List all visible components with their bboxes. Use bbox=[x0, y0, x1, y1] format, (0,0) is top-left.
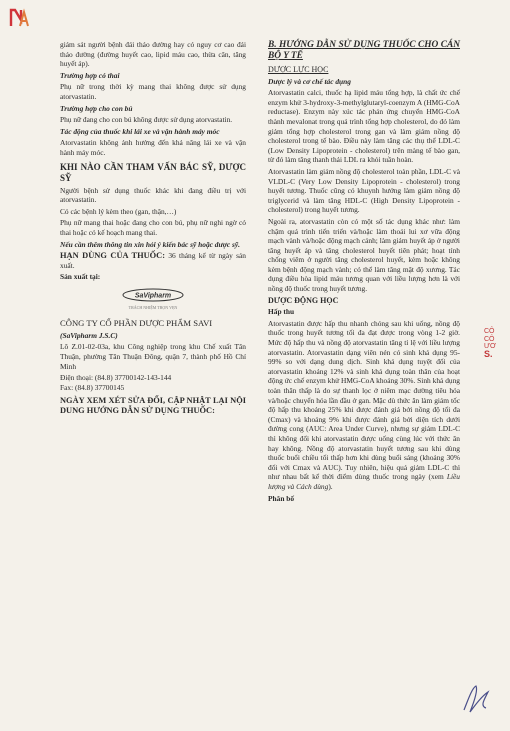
consult-item: Phụ nữ mang thai hoặc đang cho con bú, phụ nữ nghi ngờ có thai hoặc có kế hoạch mang thai. bbox=[60, 218, 246, 237]
company-phone: Điện thoại: (84.8) 37700142-143-144 bbox=[60, 373, 172, 383]
absorption-body: Atorvastatin được hấp thu nhanh chóng sau khi uống, nồng độ thuốc trong huyết tương tối đa đạt được trong vòng 1-2 giờ. Mức độ hấp thu và nồng độ atorvastatin tăng tỉ lệ với liều lượng atorvastatin. Atorvastatin dạng viên nén có sinh khả dụng 95-99% so với dạng dung dịch. Sinh khả dụng tuyệt đối của atorvastatin khoảng 12% và sinh khả dụng toàn thân của hoạt động ức chế enzym khử HMG-CoA khoảng 30%. Sinh khả dụng toàn thân thấp là do sự thanh lọc ở niêm mạc đường tiêu hóa và/hoặc chuyển hóa lần đầu ở gan. Mặc dù thức ăn làm giảm tốc độ hấp thu khoảng 25% khi được đánh giá bởi nồng độ tối đa (Cmax) và khoảng 9% khi được đánh giá bởi diện tích dưới đường cong (AUC: Area Under Curve), nhưng sự giảm LDL-C thì không đổi khi atorvastatin được uống cùng lúc với thức ăn hay không. Nồng độ atorvastatin huyết tương sau khi dùng thuốc buổi chiều tối thấp hơn khi dùng buổi sáng (khoảng 30% đối với Cmax và AUC). Tuy nhiên, hiệu quả giảm LDL-C thì như nhau bất kể thời điểm dùng thuốc trong ngày (xem bbox=[268, 318, 460, 482]
pharmacokinetics-heading: DƯỢC ĐỘNG HỌC bbox=[268, 295, 339, 305]
absorption-text bbox=[268, 319, 460, 492]
pharmacodynamics-text: Atorvastatin làm giảm nồng độ cholesterol toàn phần, LDL-C và VLDL-C (Very Low Density Lipoprotein - cholesterol) trong huyết tương. Thuốc cũng có khuynh hướng làm giảm nồng độ triglycerid và làm tăng HDL-C (High Density Lipoprotein - cholesterol) trong huyết tương. bbox=[268, 166, 460, 215]
absorption-reference: Liều lượng và Cách dùng bbox=[268, 472, 460, 491]
signature-icon bbox=[458, 680, 494, 716]
driving-text: Atorvastatin không ảnh hưởng đến khả năng lái xe và vận hành máy móc. bbox=[60, 138, 246, 157]
stamp-tagline: TRÁCH NHIỆM TRỌN VẸN bbox=[128, 304, 178, 310]
left-column bbox=[60, 40, 246, 418]
driving-heading: Tác động của thuốc khi lái xe và vận hành máy móc bbox=[60, 126, 220, 136]
pharmacology-subheading: Dược lý và cơ chế tác dụng bbox=[268, 76, 351, 86]
right-column bbox=[268, 40, 460, 505]
company-abbr: (SaVipharm J.S.C) bbox=[60, 330, 118, 340]
monitoring-text: giám sát người bệnh đái tháo đường hay có nguy cơ cao đái tháo đường (đường huyết cao, lipid máu cao, thừa cân, tăng huyết áp). bbox=[60, 40, 246, 69]
side-stamp bbox=[484, 328, 508, 398]
stamp-brand: SaVipharm bbox=[134, 292, 172, 300]
company-address: Lô Z.01-02-03a, khu Công nghiệp trong khu Chế xuất Tân Thuận, phường Tân Thuận Đông, quận 7, thành phố Hồ Chí Minh bbox=[60, 342, 246, 371]
pharmacodynamics-heading: DƯỢC LỰC HỌC bbox=[268, 65, 329, 74]
lactation-heading: Trường hợp cho con bú bbox=[60, 103, 133, 113]
company-name: CÔNG TY CỔ PHẦN DƯỢC PHẨM SAVI bbox=[60, 318, 213, 329]
review-heading: NGÀY XEM XÉT SỬA ĐỔI, CẬP NHẬT LẠI NỘI DUNG HƯỚNG DẪN SỬ DỤNG THUỐC: bbox=[60, 396, 246, 416]
expiry-label: HẠN DÙNG CỦA THUỐC: bbox=[60, 251, 165, 261]
side-stamp-line: CÔ bbox=[484, 328, 495, 335]
consult-item: Người bệnh sử dụng thuốc khác khi đang điều trị với atorvastatin. bbox=[60, 185, 246, 205]
consult-item: Có các bệnh lý kèm theo (gan, thận,…) bbox=[60, 206, 177, 216]
distribution-heading: Phân bố bbox=[268, 493, 295, 503]
manufacturer-label: Sản xuất tại: bbox=[60, 272, 101, 282]
expiry-text: 36 tháng kể từ ngày sản xuất. bbox=[60, 251, 246, 270]
pregnancy-heading: Trường hợp có thai bbox=[60, 70, 120, 80]
pharmacodynamics-text: Atorvastatin calci, thuốc hạ lipid máu tổng hợp, là chất ức chế enzym khử 3-hydroxy-3-methylglutaryl-coenzym A (HMG-CoA reductase). Enzym này xúc tác phản ứng chuyển HMG-CoA thành mevalonat trong quá trình tổng hợp cholesterol, do đó làm giảm tổng hợp cholesterol trong gan và làm giảm nồng độ cholesterol trong tế bào. Điều này làm tăng các thụ thể LDL-C (Low Density Lipoprotein - cholesterol) trên màng tế bào gan, từ đó làm tăng thanh thải LDL ra khỏi tuần hoàn. bbox=[268, 88, 460, 165]
section-title: B. HƯỚNG DẪN SỬ DỤNG THUỐC CHO CÁN BỘ Y TẾ bbox=[268, 40, 460, 61]
side-stamp-line: CÔ bbox=[484, 335, 495, 343]
side-stamp-line: ƯƠ bbox=[484, 343, 496, 350]
side-stamp-line: S. bbox=[484, 348, 493, 359]
consult-note: Nếu cần thêm thông tin xin hỏi ý kiến bác sỹ hoặc dược sỹ. bbox=[60, 239, 241, 249]
pregnancy-text: Phụ nữ trong thời kỳ mang thai không được sử dụng atorvastatin. bbox=[60, 82, 246, 101]
absorption-heading: Hấp thu bbox=[268, 307, 295, 317]
pharmacodynamics-text: Ngoài ra, atorvastatin còn có một số tác dụng khác như: làm chậm quá trình tiến triển và/hoặc làm thoái lui xơ vữa động mạch vành và/hoặc động mạch cảnh; làm giảm huyết áp ở người tăng huyết áp và tăng cholesterol huyết tiên phát; hoạt tính chống viêm ở người tăng cholesterol huyết, kèm hoặc không kèm bệnh động mạch vành; có thể làm tăng mật độ xương. Tác dụng điều hòa lipid máu tương quan với liều lượng hơn là với nồng độ thuốc trong huyết tương. bbox=[268, 216, 460, 294]
pharmacy-logo-icon bbox=[8, 6, 32, 30]
lactation-text: Phụ nữ đang cho con bú không được sử dụng atorvastatin. bbox=[60, 115, 233, 125]
absorption-end: ). bbox=[328, 481, 333, 491]
consult-heading: KHI NÀO CẦN THAM VẤN BÁC SỸ, DƯỢC SỸ bbox=[60, 161, 246, 183]
expiry-line bbox=[60, 251, 246, 270]
company-fax: Fax: (84.8) 37700145 bbox=[60, 382, 125, 392]
company-stamp-icon bbox=[121, 288, 185, 302]
